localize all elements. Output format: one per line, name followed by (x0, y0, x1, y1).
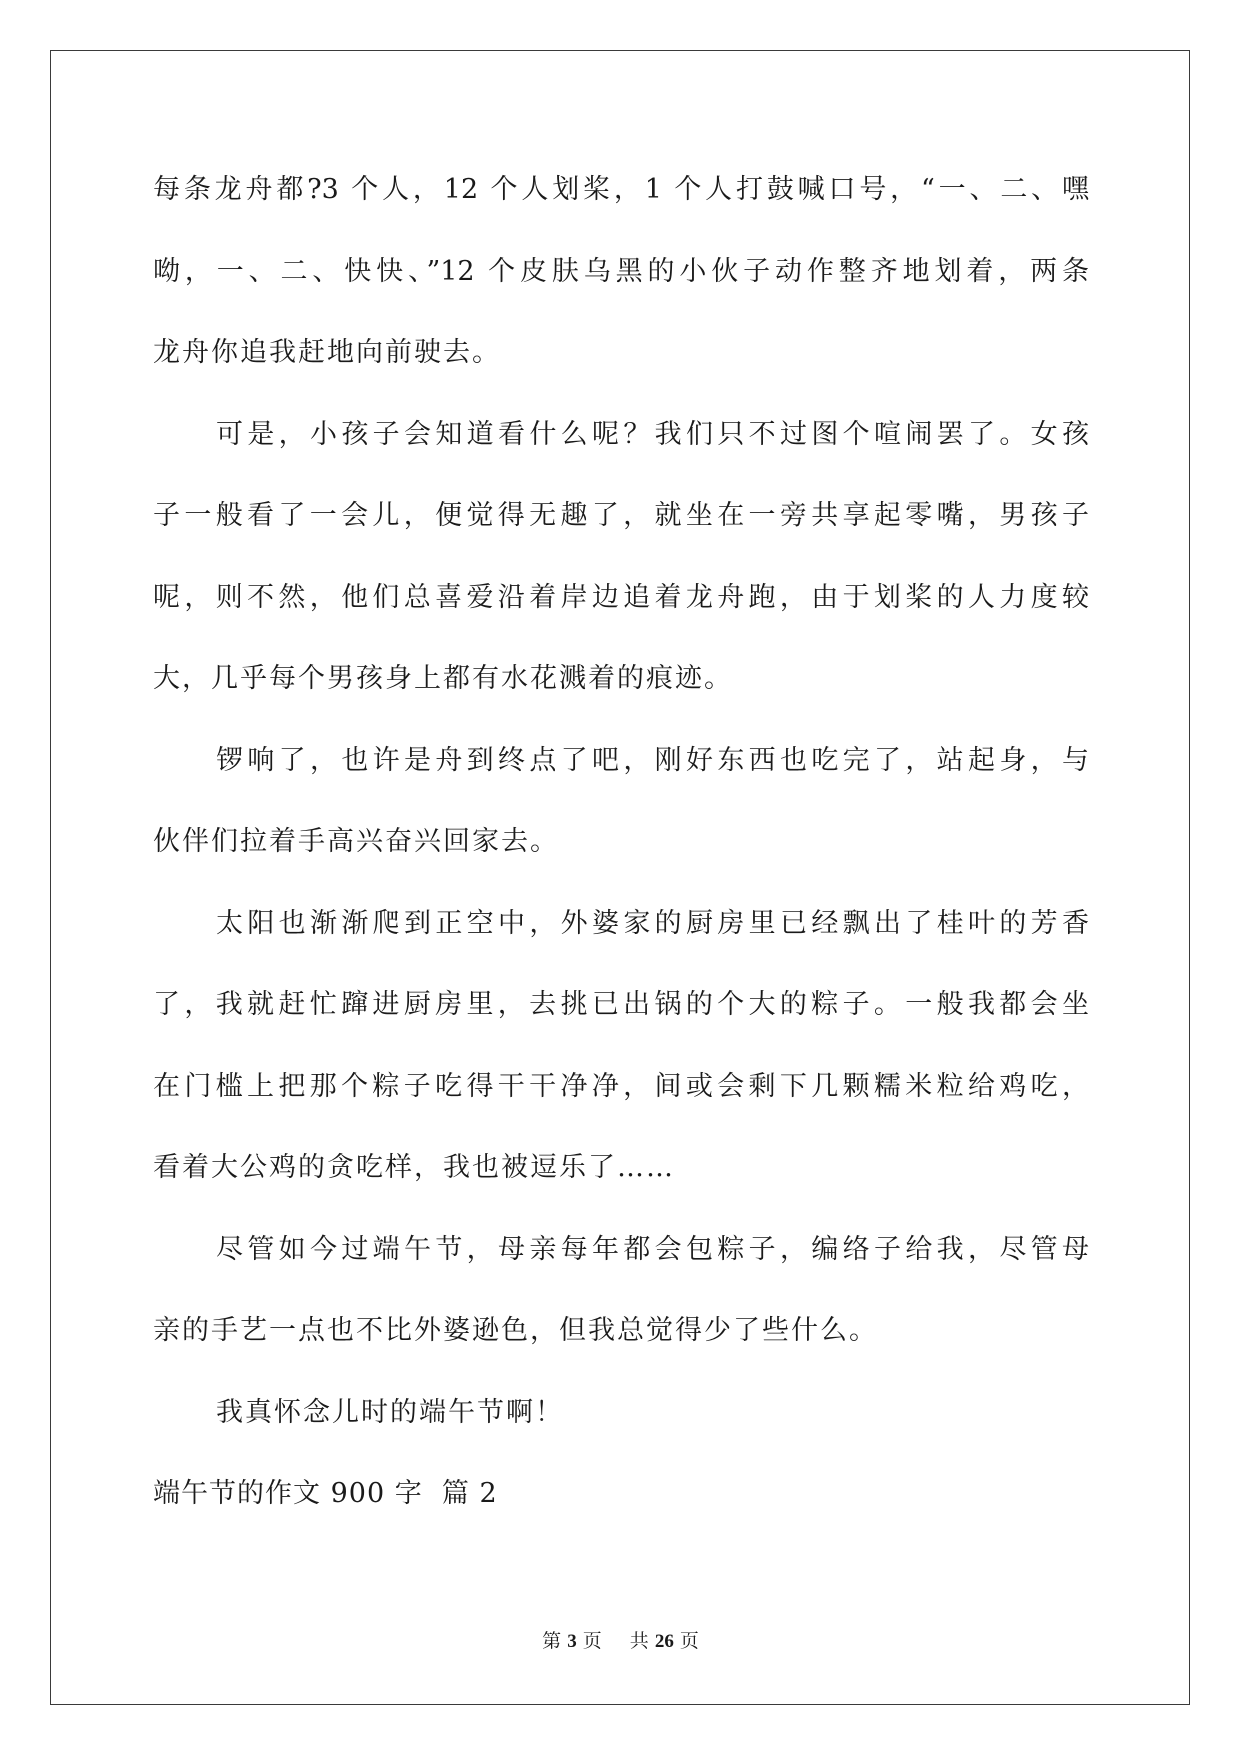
text-line: 锣响了，也许是舟到终点了吧，刚好东西也吃完了，站起身，与 (216, 744, 1089, 776)
text-line: 尽管如今过端午节，母亲每年都会包粽子，编络子给我，尽管母 (216, 1233, 1089, 1265)
paragraph (153, 883, 1089, 1209)
text-line: 太阳也渐渐爬到正空中，外婆家的厨房里已经飘出了桂叶的芳香 (216, 907, 1089, 939)
section-heading: 端午节的作文 900 字 篇 2 (153, 1478, 498, 1509)
text-line: 可是，小孩子会知道看什么呢？我们只不过图个喧闹罢了。女孩 (216, 418, 1089, 450)
text-line: 每条龙舟都?3 个人，12 个人划桨，1 个人打鼓喊口号，“一、二、嘿 (153, 174, 1089, 205)
page-footer (0, 1628, 1241, 1654)
text-line: 呢，则不然，他们总喜爱沿着岸边追着龙舟跑，由于划桨的人力度较 (153, 581, 1089, 613)
text-line: 大，几乎每个男孩身上都有水花溅着的痕迹。 (153, 663, 733, 694)
text-line: 亲的手艺一点也不比外婆逊色，但我总觉得少了些什么。 (153, 1315, 878, 1346)
footer-total-suffix: 页 (679, 1630, 699, 1652)
text-line: 呦，一、二、快快、”12 个皮肤乌黑的小伙子动作整齐地划着，两条 (153, 255, 1089, 287)
footer-total-pages: 26 (654, 1631, 674, 1652)
paragraph (153, 1372, 1089, 1454)
text-line: 看着大公鸡的贪吃样，我也被逗乐了…… (153, 1152, 675, 1183)
document-body (153, 149, 1089, 1535)
text-line: 龙舟你追我赶地向前驶去。 (153, 337, 501, 368)
text-line: 我真怀念儿时的端午节啊！ (216, 1396, 564, 1428)
footer-page-prefix: 第 (542, 1630, 562, 1652)
text-line: 子一般看了一会儿，便觉得无趣了，就坐在一旁共享起零嘴，男孩子 (153, 500, 1089, 531)
text-line: 伙伴们拉着手高兴奋兴回家去。 (153, 826, 559, 857)
text-line: 在门槛上把那个粽子吃得干干净净，间或会剩下几颗糯米粒给鸡吃， (153, 1070, 1089, 1102)
footer-page-number: 3 (567, 1631, 577, 1652)
footer-page-suffix: 页 (582, 1630, 602, 1652)
text-line: 了，我就赶忙蹿进厨房里，去挑已出锅的个大的粽子。一般我都会坐 (153, 989, 1089, 1020)
footer-total-prefix: 共 (629, 1630, 649, 1652)
paragraph (153, 1209, 1089, 1372)
paragraph (153, 394, 1089, 720)
paragraph (153, 720, 1089, 883)
paragraph (153, 149, 1089, 394)
